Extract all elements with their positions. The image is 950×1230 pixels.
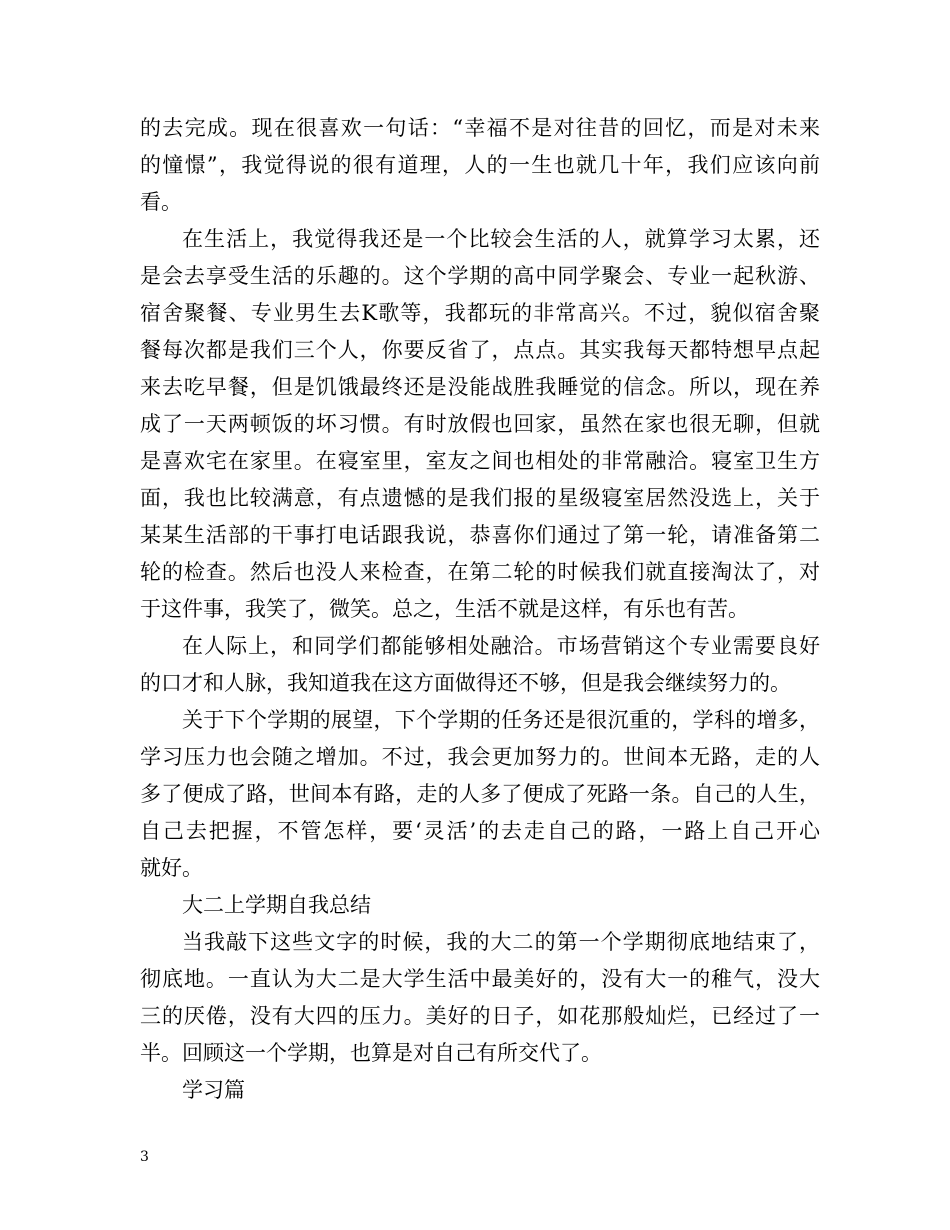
text-line: 餐每次都是我们三个人，你要反省了，点点。其实我每天都特想早点起 (140, 338, 820, 362)
text-line: 三的厌倦，没有大四的压力。美好的日子，如花那般灿烂，已经过了一 (140, 1004, 820, 1028)
text-line: 来去吃早餐，但是饥饿最终还是没能战胜我睡觉的信念。所以，现在养 (140, 375, 820, 399)
section-heading: 学习篇 (182, 1078, 245, 1102)
text-line: 自己去把握，不管怎样，要‘灵活’的去走自己的路，一路上自己开心 (140, 819, 820, 843)
text-line: 的口才和人脉，我知道我在这方面做得还不够，但是我会继续努力的。 (140, 671, 791, 695)
text-line: 多了便成了路，世间本有路，走的人多了便成了死路一条。自己的人生， (140, 782, 820, 806)
text-line: 的去完成。现在很喜欢一句话：“幸福不是对往昔的回忆，而是对未来 (140, 116, 820, 140)
text-line: 半。回顾这一个学期，也算是对自己有所交代了。 (140, 1041, 602, 1065)
text-line: 的憧憬”，我觉得说的很有道理，人的一生也就几十年，我们应该向前 (140, 153, 820, 177)
section-heading: 大二上学期自我总结 (182, 893, 371, 917)
text-line: 是会去享受生活的乐趣的。这个学期的高中同学聚会、专业一起秋游、 (140, 264, 820, 288)
text-line: 某某生活部的干事打电话跟我说，恭喜你们通过了第一轮，请准备第二 (140, 523, 820, 547)
text-line: 学习压力也会随之增加。不过，我会更加努力的。世间本无路，走的人 (140, 745, 820, 769)
text-line: 轮的检查。然后也没人来检查，在第二轮的时候我们就直接淘汰了，对 (140, 560, 820, 584)
text-line: 成了一天两顿饭的坏习惯。有时放假也回家，虽然在家也很无聊，但就 (140, 412, 820, 436)
paragraph-first-line: 在人际上，和同学们都能够相处融洽。市场营销这个专业需要良好 (182, 634, 820, 658)
page-number: 3 (140, 1149, 149, 1165)
text-line: 彻底地。一直认为大二是大学生活中最美好的，没有大一的稚气，没大 (140, 967, 820, 991)
paragraph-first-line: 关于下个学期的展望，下个学期的任务还是很沉重的，学科的增多， (182, 708, 820, 732)
text-line: 就好。 (140, 856, 203, 880)
paragraph-first-line: 当我敲下这些文字的时候，我的大二的第一个学期彻底地结束了， (182, 930, 820, 954)
text-line: 面，我也比较满意，有点遗憾的是我们报的星级寝室居然没选上，关于 (140, 486, 820, 510)
text-line: 宿舍聚餐、专业男生去K歌等，我都玩的非常高兴。不过，貌似宿舍聚 (140, 301, 820, 325)
text-line: 是喜欢宅在家里。在寝室里，室友之间也相处的非常融洽。寝室卫生方 (140, 449, 820, 473)
paragraph-first-line: 在生活上，我觉得我还是一个比较会生活的人，就算学习太累，还 (182, 227, 820, 251)
text-line: 看。 (140, 190, 182, 214)
text-line: 于这件事，我笑了，微笑。总之，生活不就是这样，有乐也有苦。 (140, 597, 749, 621)
